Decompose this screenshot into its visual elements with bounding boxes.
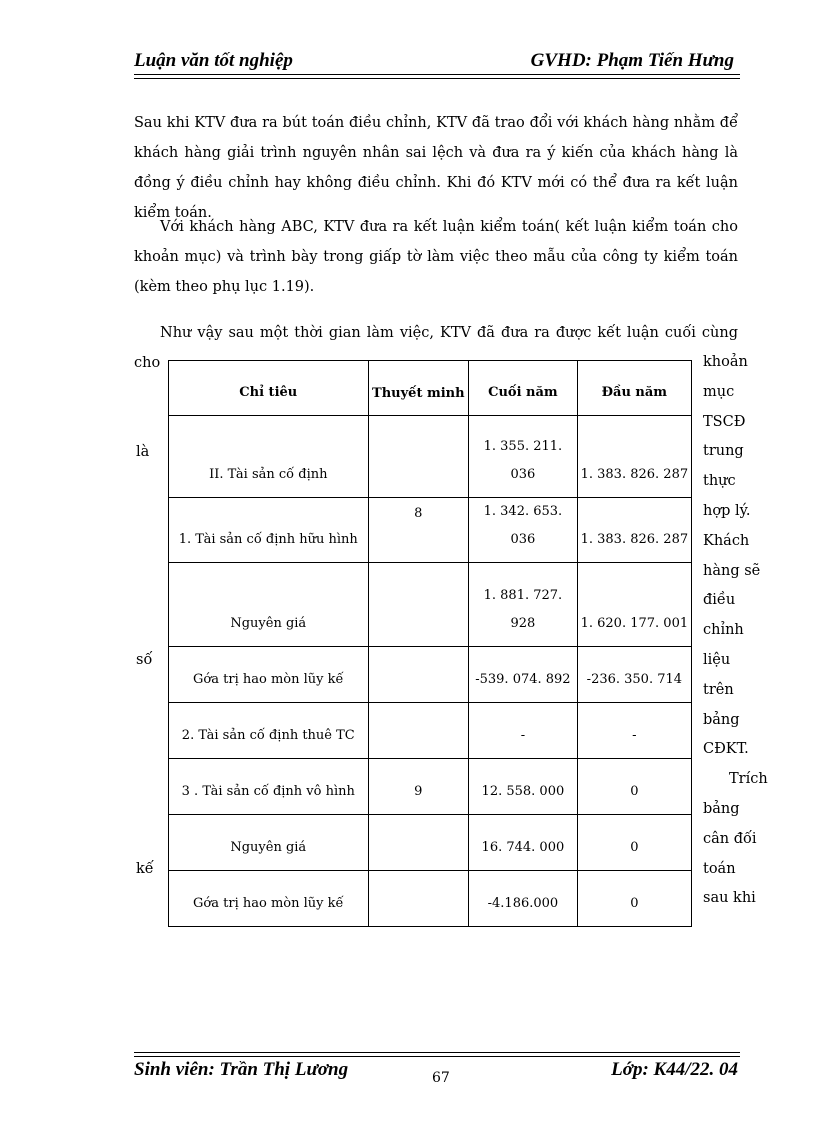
wrap-word: Khách (703, 532, 750, 549)
wrap-word: trên (703, 681, 734, 698)
wrap-word: Trích (729, 771, 768, 788)
cell-cuoi-nam: 1. 355. 211. 036 (469, 416, 578, 498)
cell-thuyet-minh: 8 (368, 498, 469, 563)
cell-dau-nam: 1. 620. 177. 001 (577, 563, 691, 647)
wrap-left-la: là (136, 444, 150, 460)
wrap-word: bảng (703, 800, 740, 817)
header-rule (134, 78, 740, 79)
wrap-word: hàng sẽ (703, 562, 761, 579)
cell-chi-tieu: 2. Tài sản cố định thuê TC (169, 703, 369, 759)
paragraph-conclusion (134, 212, 738, 302)
wrap-word: toán (703, 860, 736, 877)
paragraph-final-text: Như vậy sau một thời gian làm việc, KTV đã đưa ra được kết luận cuối cùng cho (134, 325, 738, 371)
table-row (169, 498, 692, 563)
cell-thuyet-minh (368, 815, 469, 871)
cell-thuyet-minh (368, 647, 469, 703)
header-cuoi-nam: Cuối năm (469, 361, 578, 416)
wrap-word: hợp lý. (703, 502, 751, 519)
page-number: 67 (432, 1070, 450, 1086)
cell-thuyet-minh (368, 703, 469, 759)
cell-dau-nam: 0 (577, 871, 691, 927)
cell-cuoi-nam: 1. 881. 727. 928 (469, 563, 578, 647)
wrap-word: liệu (703, 651, 731, 668)
paragraph-conclusion-text: Với khách hàng ABC, KTV đưa ra kết luận kiểm toán( kết luận kiểm toán cho khoản mục) và trình bày trong giấp tờ làm việc theo mẫu của công ty kiểm toán (kèm theo phụ lục 1.19). (134, 219, 738, 295)
cell-chi-tieu: 1. Tài sản cố định hữu hình (169, 498, 369, 563)
cell-thuyet-minh (368, 416, 469, 498)
wrap-word: TSCĐ (703, 413, 746, 430)
wrap-word: điều (703, 592, 736, 609)
cell-cuoi-nam: -539. 074. 892 (469, 647, 578, 703)
header-thuyet-minh: Thuyết minh (368, 361, 469, 416)
cell-dau-nam: -236. 350. 714 (577, 647, 691, 703)
wrap-word: bảng (703, 711, 740, 728)
cell-dau-nam: 1. 383. 826. 287 (577, 416, 691, 498)
page-header (134, 48, 740, 75)
header-supervisor: GVHD: Phạm Tiến Hưng (530, 50, 734, 71)
cell-thuyet-minh (368, 871, 469, 927)
wrapped-text-right (703, 348, 767, 914)
table-row (169, 563, 692, 647)
cell-chi-tieu: 3 . Tài sản cố định vô hình (169, 759, 369, 815)
footer-class: Lớp: K44/22. 04 (611, 1059, 738, 1080)
cell-cuoi-nam: 16. 744. 000 (469, 815, 578, 871)
header-title: Luận văn tốt nghiệp (134, 50, 293, 71)
table-row (169, 416, 692, 498)
wrap-word: sau khi (703, 890, 756, 907)
cell-cuoi-nam: -4.186.000 (469, 871, 578, 927)
wrap-left-ke: kế (136, 861, 154, 877)
wrap-word: CĐKT. (703, 741, 749, 758)
cell-chi-tieu: Gớa trị hao mòn lũy kế (169, 871, 369, 927)
table-row (169, 703, 692, 759)
footer-rule (134, 1056, 740, 1057)
cell-dau-nam: 1. 383. 826. 287 (577, 498, 691, 563)
table-row (169, 815, 692, 871)
table-row (169, 871, 692, 927)
cell-chi-tieu: Nguyên giá (169, 563, 369, 647)
cell-chi-tieu: Gớa trị hao mòn lũy kế (169, 647, 369, 703)
wrap-left-so: số (136, 652, 153, 668)
balance-sheet-table (168, 360, 692, 927)
wrap-word: thực (703, 473, 736, 490)
cell-dau-nam: 0 (577, 759, 691, 815)
header-dau-nam: Đầu năm (577, 361, 691, 416)
cell-dau-nam: - (577, 703, 691, 759)
table-row (169, 759, 692, 815)
cell-thuyet-minh: 9 (368, 759, 469, 815)
table-row (169, 647, 692, 703)
cell-cuoi-nam: - (469, 703, 578, 759)
footer-student: Sinh viên: Trần Thị Lương (134, 1059, 349, 1080)
wrap-word: trung (703, 443, 744, 460)
paragraph-adjustment: Sau khi KTV đưa ra bút toán điều chỉnh, KTV đã trao đổi với khách hàng nhằm để khách hàng giải trình nguyên nhân sai lệch và đưa ra ý kiến của khách hàng là đồng ý điều chỉnh hay không điều chỉnh. Khi đó KTV mới có thể đưa ra kết luận kiểm toán. (134, 115, 738, 221)
wrap-word: cân đối (703, 830, 757, 847)
cell-cuoi-nam: 1. 342. 653. 036 (469, 498, 578, 563)
cell-chi-tieu: Nguyên giá (169, 815, 369, 871)
cell-cuoi-nam: 12. 558. 000 (469, 759, 578, 815)
wrap-word: chỉnh (703, 622, 744, 639)
cell-chi-tieu: II. Tài sản cố định (169, 416, 369, 498)
table-header-row (169, 361, 692, 416)
cell-thuyet-minh (368, 563, 469, 647)
cell-dau-nam: 0 (577, 815, 691, 871)
header-chi-tieu: Chỉ tiêu (169, 361, 369, 416)
wrap-word: khoản (703, 354, 748, 370)
wrap-word: mục (703, 383, 735, 400)
